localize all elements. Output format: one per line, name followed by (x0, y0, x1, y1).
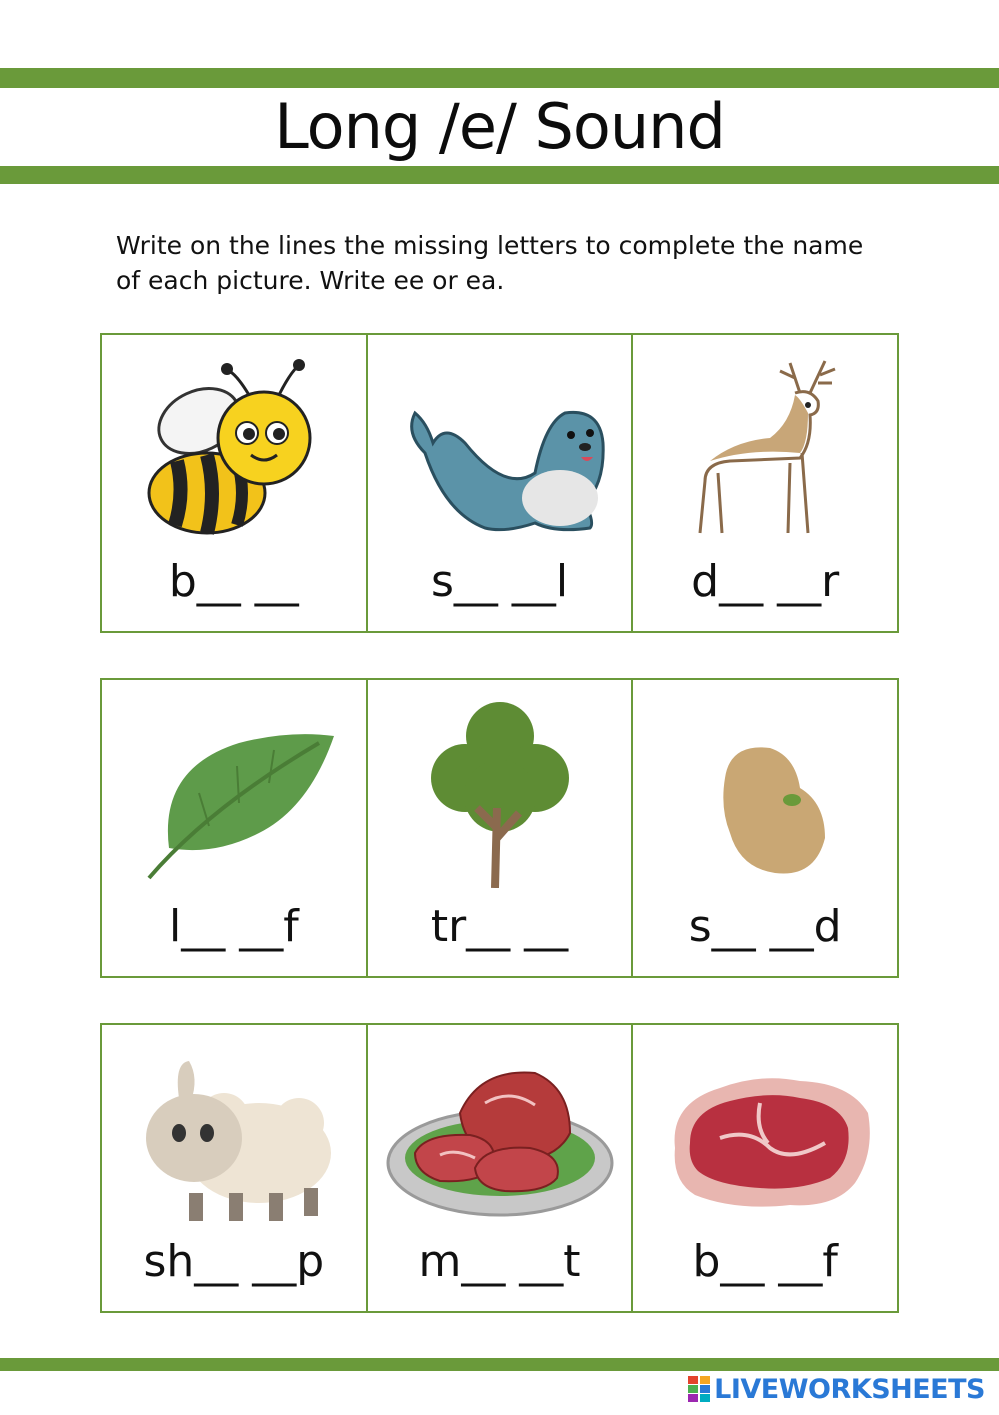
picture-row-3 (100, 1023, 899, 1313)
logo-text: LIVEWORKSHEETS (714, 1373, 985, 1405)
word-blank: l__ __f (168, 901, 299, 952)
seed-icon (650, 698, 880, 888)
bee-icon (119, 353, 349, 543)
meat-icon (385, 1043, 615, 1233)
instructions: Write on the lines the missing letters to complete the name of each picture. Write ee or ea. (116, 231, 864, 295)
picture-cell (102, 680, 366, 976)
word-blank: d__ __r (691, 556, 840, 607)
picture-row-2 (100, 678, 899, 978)
picture-cell (366, 1025, 632, 1311)
picture-cell (366, 335, 632, 631)
word-blank: s__ __d (688, 901, 842, 952)
sheep-icon (119, 1043, 349, 1233)
logo-icon (688, 1376, 710, 1402)
word-blank: sh__ __p (143, 1236, 325, 1287)
picture-cell (366, 680, 632, 976)
word-blank: s__ __l (430, 556, 569, 607)
word-blank: b__ __ (168, 556, 299, 607)
word-blank: m__ __t (418, 1236, 581, 1287)
word-blank: tr__ __ (430, 901, 569, 952)
leaf-icon (119, 698, 349, 888)
word-blank: b__ __f (692, 1236, 838, 1287)
picture-cell (102, 1025, 366, 1311)
seal-icon (385, 353, 615, 543)
picture-cell (631, 680, 897, 976)
liveworksheets-logo (688, 1372, 985, 1406)
top-band-lower (0, 166, 999, 184)
tree-icon (385, 698, 615, 888)
page-title: Long /e/ Sound (274, 90, 725, 163)
deer-icon (650, 353, 880, 543)
picture-row-1 (100, 333, 899, 633)
picture-cell (102, 335, 366, 631)
bottom-band (0, 1358, 999, 1371)
top-band-upper (0, 68, 999, 88)
beef-icon (650, 1043, 880, 1233)
picture-cell (631, 1025, 897, 1311)
picture-cell (631, 335, 897, 631)
